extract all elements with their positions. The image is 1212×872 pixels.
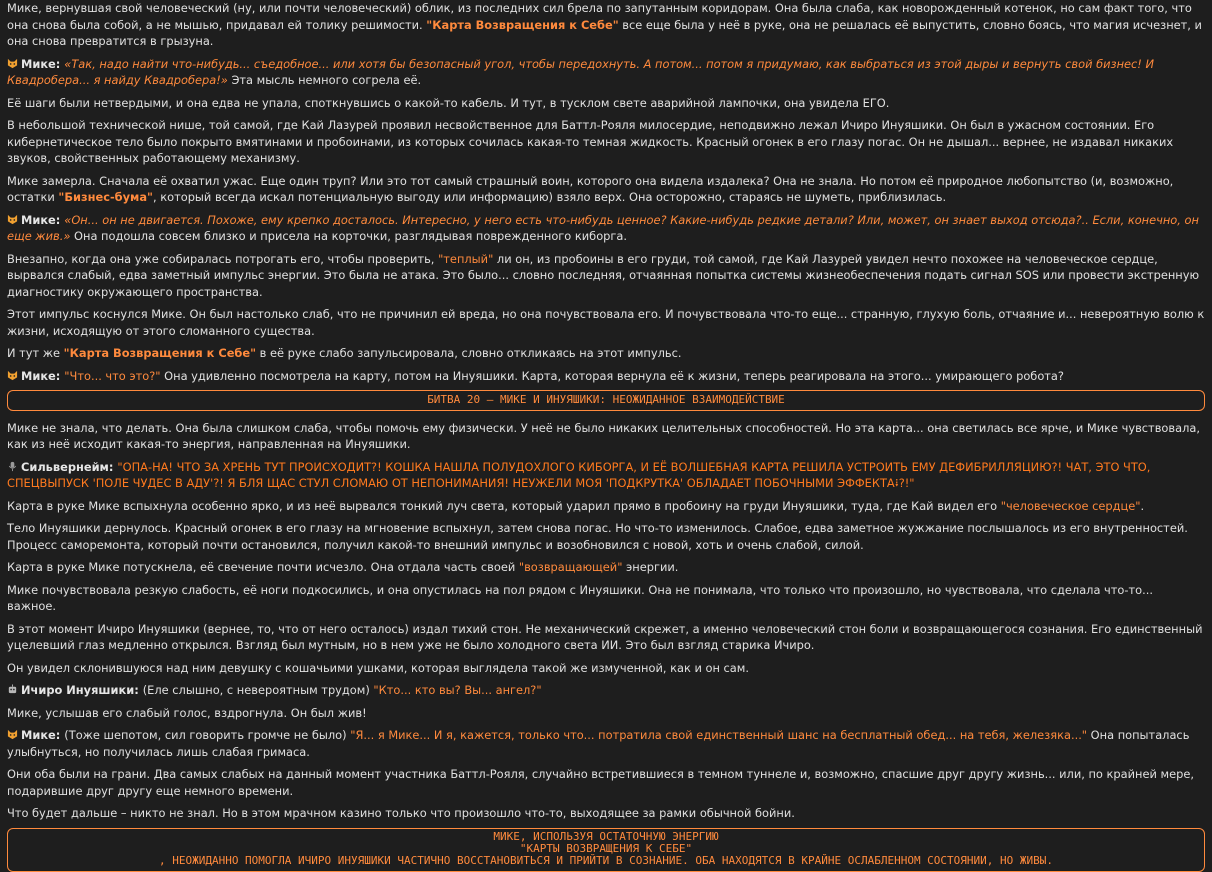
story-paragraph xyxy=(7,660,1205,677)
story-part-1 xyxy=(7,0,1205,384)
speaker-name: Сильвернейм: xyxy=(21,459,118,474)
text-segment: . xyxy=(1140,498,1145,513)
speaker-name: Мике: xyxy=(21,56,65,71)
story-paragraph xyxy=(7,498,1205,515)
microphone-icon xyxy=(7,460,18,471)
text-segment: «Он... он не двигается. Похоже, ему крепко досталось. Интересно, у него есть что-нибудь ценное? Какие-нибудь редкие детали? Или, может, он знает выход отсюда?.. Если, конечно, он еще жив.» xyxy=(7,212,1199,243)
story-paragraph xyxy=(7,95,1205,112)
text-segment: Внезапно, когда она уже собиралась потрогать его, чтобы проверить, xyxy=(7,251,439,266)
speaker-name: Мике: xyxy=(21,368,65,383)
story-paragraph xyxy=(7,727,1205,760)
story-paragraph xyxy=(7,582,1205,615)
text-segment: Эта мысль немного согрела её. xyxy=(227,73,422,87)
text-segment: Что будет дальше – никто не знал. Но в этом мрачном казино только что произошло что-то, выходящее за рамки обычной бойни. xyxy=(7,806,795,820)
text-segment: «Так, надо найти что-нибудь... съедобное... или хотя бы безопасный угол, чтобы передохнуть. А потом... потом я придумаю, как выбраться из этой дыры и вернуть свой бизнес! И Квадробера... я найду Квадробера!» xyxy=(7,56,1155,87)
story-paragraph xyxy=(7,559,1205,576)
text-segment: (Тоже шепотом, сил говорить громче не было) xyxy=(64,728,351,742)
text-segment: "Карта Возвращения к Себе" xyxy=(63,346,257,360)
text-segment: "Я... я Мике... И я, кажется, только что... потратила свой единственный шанс на бесплатный обед... на тебя, железяка..." xyxy=(350,728,1088,742)
cat-face-icon xyxy=(7,213,18,224)
story-part-2 xyxy=(7,420,1205,822)
text-segment: "Что... что это?" xyxy=(64,368,161,383)
text-segment: в её руке слабо запульсировала, словно откликаясь на этот импульс. xyxy=(256,346,682,360)
text-segment: В этот момент Ичиро Инуяшики (вернее, то, что от него осталось) издал тихий стон. Не механический скрежет, а именно человеческий стон боли и возвращающегося сознания. Его единственный уцелевший глаз медленно открылся. Взгляд был мутным, но в нем уже не было холодного света ИИ. Это был взгляд старика Ичиро. xyxy=(7,621,1203,652)
robot-face-icon xyxy=(7,683,18,694)
cat-face-icon xyxy=(7,57,18,68)
text-segment: (Еле слышно, с невероятным трудом) xyxy=(142,683,374,697)
text-segment: Её шаги были нетвердыми, и она едва не упала, споткнувшись о какой-то кабель. И тут, в тусклом свете аварийной лампочки, она увидела ЕГО. xyxy=(7,95,890,110)
speaker-name: Мике: xyxy=(21,728,65,742)
text-segment: Тело Инуяшики дернулось. Красный огонек в его глазу на мгновение вспыхнул, затем снова погас. Но что-то изменилось. Слабое, едва заметное жужжание послышалось из его внутренностей. Процесс саморемонта, который почти остановился, получил какой-то внешний импульс и возобновился с новой, хоть и очень слабой, силой. xyxy=(7,521,1188,552)
text-segment: Он увидел склонившуюся над ним девушку с кошачьими ушками, которая выглядела такой же измученной, как и он сам. xyxy=(7,660,749,675)
text-segment: Мике не знала, что делать. Она была слишком слаба, чтобы помочь ему физически. У неё не было никаких целительных способностей. Но эта карта... она светилась все ярче, и Мике чувствовала, как из неё исходит какая-то энергия, направленная на Инуяшики. xyxy=(7,420,1200,451)
text-segment: "Карта Возвращения к Себе" xyxy=(426,17,619,32)
story-paragraph xyxy=(7,117,1205,167)
text-segment: Карта в руке Мике потускнела, её свечение почти исчезло. Она отдала часть своей xyxy=(7,560,519,574)
story-paragraph xyxy=(7,420,1205,453)
text-segment: Мике, вернувшая свой человеческий (ну, или почти человеческий) облик, из последних сил брела по запутанным коридорам. Она была слаба, как новорожденный котенок, но сам факт того, что она снова была собой, а не мышью, придавал ей толику решимости. xyxy=(7,1,1192,32)
text-segment: "Бизнес-бума" xyxy=(58,190,153,204)
story-paragraph xyxy=(7,212,1205,245)
text-segment: "человеческое сердце" xyxy=(1000,498,1141,513)
text-segment: И тут же xyxy=(7,346,64,360)
text-segment: энергии. xyxy=(622,560,679,574)
text-segment: В небольшой технической нише, той самой, где Кай Лазурей проявил несвойственное для Баттл-Рояля милосердие, неподвижно лежал Ичиро Инуяшики. Он был в ужасном состоянии. Его кибернетическое тело было покрыто вмятинами и пробоинами, из которых сочилась какая-то темная жидкость. Красный огонек в его глазу погас. Он не дышал... вернее, не издавал никаких звуков, свойственных работающему механизму. xyxy=(7,118,1174,165)
speaker-name: Ичиро Инуяшики: xyxy=(21,683,143,697)
text-segment: "теплый" xyxy=(438,251,494,266)
text-segment: Она подошла совсем близко и присела на корточки, разглядывая поврежденного киборга. xyxy=(70,229,627,243)
story-paragraph xyxy=(7,682,1205,699)
story-paragraph xyxy=(7,805,1205,822)
text-segment: Этот импульс коснулся Мике. Он был настолько слаб, что не причинил ей вреда, но она почувствовала его. И почувствовала что-то еще... странную, глухую боль, отчаяние и... невероятную волю к жизни, исходящую от этого сломанного существа. xyxy=(7,307,1205,338)
text-segment: Карта в руке Мике вспыхнула особенно ярко, и из неё вырвался тонкий луч света, который ударил прямо в пробоину на груди Инуяшики, туда, где Кай видел его xyxy=(7,498,1001,513)
battle-banner xyxy=(7,390,1205,411)
story-paragraph xyxy=(7,368,1205,385)
text-segment: Мике, услышав его слабый голос, вздрогнула. Он был жив! xyxy=(7,705,367,720)
story-paragraph xyxy=(7,173,1205,206)
story-paragraph xyxy=(7,345,1205,362)
story-paragraph xyxy=(7,766,1205,799)
story-paragraph xyxy=(7,251,1205,301)
text-segment: все еще была у неё в руке, она не решалась её выпустить, словно боясь, что магия исчезнет, и она снова превратится в грызуна. xyxy=(7,17,1202,48)
text-segment: "возвращающей" xyxy=(518,560,623,574)
text-segment: Они оба были на грани. Два самых слабых на данный момент участника Баттл-Рояля, случайно встретившиеся в темном туннеле и, возможно, спасшие друг другу жизнь... или, по крайней мере, подарившие друг другу еще немного времени. xyxy=(7,767,1194,798)
speaker-name: Мике: xyxy=(21,212,65,227)
story-paragraph xyxy=(7,306,1205,339)
outcome-banner xyxy=(7,828,1205,872)
text-segment: "ОПА-НА! ЧТО ЗА ХРЕНЬ ТУТ ПРОИСХОДИТ?! КОШКА НАШЛА ПОЛУДОХЛОГО КИБОРГА, И ЕЁ ВОЛШЕБНАЯ КАРТА РЕШИЛА УСТРОИТЬ ЕМУ ДЕФИБРИЛЛЯЦИЮ?! ЧАТ, ЭТО ЧТО, СПЕЦВЫПУСК 'ПОЛЕ ЧУДЕС В АДУ'?! Я БЛЯ ЩАС СТУЛ СЛОМАЮ ОТ НЕПОНИМАНИЯ! НЕУЖЕЛИ МОЯ 'ПОДКРУТКА' ОБЛАДАЕТ ПОБОЧНЫМИ ЭФФЕКТА⭭?!" xyxy=(7,459,1151,490)
cat-face-icon xyxy=(7,728,18,739)
text-segment: Она попыталась улыбнуться, но получилась лишь слабая гримаса. xyxy=(7,728,1190,759)
outcome-line-3: , НЕОЖИДАННО ПОМОГЛА ИЧИРО ИНУЯШИКИ ЧАСТИЧНО ВОССТАНОВИТЬСЯ И ПРИЙТИ В СОЗНАНИЕ. ОБА НАХОДЯТСЯ В КРАЙНЕ ОСЛАБЛЕННОМ СОСТОЯНИИ, НО ЖИВЫ. xyxy=(158,853,1054,867)
cat-face-icon xyxy=(7,369,18,380)
story-paragraph xyxy=(7,621,1205,654)
text-segment: Она удивленно посмотрела на карту, потом на Инуяшики. Карта, которая вернула её к жизни, теперь реагировала на этого... умирающего робота? xyxy=(160,368,1064,383)
story-paragraph xyxy=(7,459,1205,492)
text-segment: "Кто... кто вы? Вы... ангел?" xyxy=(373,683,542,697)
text-segment: Мике почувствовала резкую слабость, её ноги подкосились, и она опустилась на пол рядом с Инуяшики. Она не понимала, что только что произошло, но чувствовала, что сделала что-то... важное. xyxy=(7,582,1153,613)
outcome-line-2: "КАРТЫ ВОЗВРАЩЕНИЯ К СЕБЕ" xyxy=(519,841,693,855)
text-segment: Мике замерла. Сначала её охватил ужас. Еще один труп? Или это тот самый страшный воин, которого она видела издалека? Она не знала. Но потом её природное любопытство (и, возможно, остатки xyxy=(7,173,1174,204)
story-paragraph xyxy=(7,0,1205,50)
battle-banner-text: БИТВА 20 – МИКЕ И ИНУЯШИКИ: НЕОЖИДАННОЕ ВЗАИМОДЕЙСТВИЕ xyxy=(427,393,785,406)
story-paragraph xyxy=(7,705,1205,722)
story-paragraph xyxy=(7,520,1205,553)
story-paragraph xyxy=(7,56,1205,89)
outcome-line-1: МИКЕ, ИСПОЛЬЗУЯ ОСТАТОЧНУЮ ЭНЕРГИЮ xyxy=(493,829,719,843)
text-segment: ли он, из пробоины в его груди, той самой, где Кай Лазурей увидел нечто похожее на человеческое сердце, вырвался слабый, едва заметный импульс энергии. Это была не атака. Это было... словно последняя, отчаянная попытка системы жизнеобеспечения подать сигнал SOS или провести экстренную диагностику окружающего пространства. xyxy=(7,251,1200,299)
text-segment: , который всегда искал потенциальную выгоду или информацию) взяло верх. Она осторожно, стараясь не шуметь, приблизилась. xyxy=(153,190,947,204)
